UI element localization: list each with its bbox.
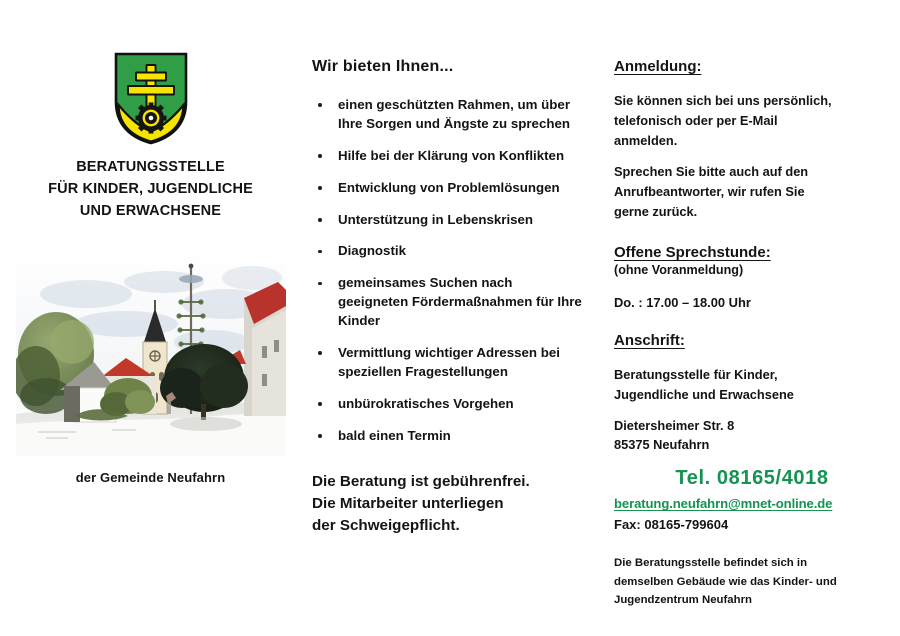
confidentiality-note xyxy=(312,471,584,536)
bullet-icon xyxy=(318,282,322,286)
registration-p1-line-2: telefonisch oder per E-Mail xyxy=(614,112,778,128)
list-item xyxy=(312,344,584,382)
registration-p1-line-3: anmelden. xyxy=(614,132,678,148)
address-heading: Anschrift: xyxy=(614,331,685,349)
address-street-line-1: Dietersheimer Str. 8 xyxy=(614,417,735,433)
confidentiality-line-3: der Schweigepflicht. xyxy=(312,516,460,534)
open-hours-heading: Offene Sprechstunde: xyxy=(614,243,771,261)
address-street-line-2: 85375 Neufahrn xyxy=(614,437,710,453)
offer-list xyxy=(312,96,584,445)
bullet-icon xyxy=(318,434,322,438)
bullet-icon xyxy=(318,351,322,355)
bullet-icon xyxy=(318,154,322,158)
list-item xyxy=(312,427,584,446)
fax-number: Fax: 08165-799604 xyxy=(614,517,729,533)
address-street xyxy=(614,416,890,456)
left-column xyxy=(8,50,293,485)
address-org-line-2: Jugendliche und Erwachsene xyxy=(614,386,794,402)
building-note-line-1: Die Beratungsstelle befindet sich in xyxy=(614,557,808,570)
bullet-icon xyxy=(318,103,322,107)
list-item xyxy=(312,274,584,331)
registration-paragraph-2 xyxy=(614,162,890,221)
address-organization xyxy=(614,365,890,405)
list-item xyxy=(312,147,584,166)
list-item-label: gemeinsames Suchen nach geeigneten Fördermaßnahmen für Ihre Kinder xyxy=(338,275,582,328)
building-right xyxy=(244,282,286,416)
list-item-label: einen geschützten Rahmen, um über Ihre Sorgen und Ängste zu sprechen xyxy=(338,97,570,131)
illustration-caption: der Gemeinde Neufahrn xyxy=(75,470,226,486)
crest-wrapper xyxy=(8,50,293,146)
organization-title xyxy=(8,156,293,222)
list-item-label: Entwicklung von Problemlösungen xyxy=(338,179,560,195)
registration-p2-line-1: Sprechen Sie bitte auch auf den xyxy=(614,164,809,180)
org-title-line-3: UND ERWACHSENE xyxy=(79,203,222,220)
confidentiality-line-2: Die Mitarbeiter unterliegen xyxy=(312,494,504,512)
list-item-label: unbürokratisches Vorgehen xyxy=(338,395,514,411)
gear-wheel-charge xyxy=(135,103,166,134)
list-item-label: Hilfe bei der Klärung von Konflikten xyxy=(338,147,565,163)
list-item-label: bald einen Termin xyxy=(338,427,451,443)
right-column xyxy=(614,58,890,610)
bullet-icon xyxy=(318,250,322,254)
registration-p2-line-3: gerne zurück. xyxy=(614,204,698,220)
open-hours-time: Do. : 17.00 – 18.00 Uhr xyxy=(614,294,751,310)
org-title-line-1: BERATUNGSSTELLE xyxy=(76,159,225,175)
list-item-label: Vermittlung wichtiger Adressen bei speziellen Fragestellungen xyxy=(338,344,560,379)
list-item xyxy=(312,96,584,134)
bullet-icon xyxy=(318,186,322,190)
building-note-line-2: demselben Gebäude wie das Kinder- und xyxy=(614,575,837,588)
list-item-label: Unterstützung in Lebenskrisen xyxy=(338,211,534,227)
illustration-wrapper xyxy=(8,246,293,456)
neufahrn-coat-of-arms-icon xyxy=(112,50,190,146)
org-title-line-2: FÜR KINDER, JUGENDLICHE xyxy=(48,181,253,198)
registration-p1-line-1: Sie können sich bei uns persönlich, xyxy=(614,93,832,108)
open-hours-subtitle: (ohne Voranmeldung) xyxy=(614,262,744,277)
bullet-icon xyxy=(318,402,322,406)
building-note-line-3: Jugendzentrum Neufahrn xyxy=(614,594,752,607)
confidentiality-line-1: Die Beratung ist gebührenfrei. xyxy=(312,473,530,491)
village-watercolor-illustration-icon xyxy=(16,246,286,456)
registration-paragraph-1 xyxy=(614,91,890,150)
middle-column xyxy=(312,58,584,536)
bullet-icon xyxy=(318,218,322,222)
list-item xyxy=(312,211,584,230)
phone-number[interactable]: Tel. 08165/4018 xyxy=(675,467,829,490)
list-item xyxy=(312,395,584,414)
offer-heading: Wir bieten Ihnen... xyxy=(312,58,454,75)
list-item xyxy=(312,242,584,261)
registration-p2-line-2: Anrufbeantworter, wir rufen Sie xyxy=(614,184,805,200)
email-address[interactable]: beratung.neufahrn@mnet-online.de xyxy=(614,496,833,512)
building-note xyxy=(614,554,890,609)
address-org-line-1: Beratungsstelle für Kinder, xyxy=(614,366,778,382)
registration-heading: Anmeldung: xyxy=(614,58,702,75)
list-item-label: Diagnostik xyxy=(338,243,406,259)
list-item xyxy=(312,179,584,198)
